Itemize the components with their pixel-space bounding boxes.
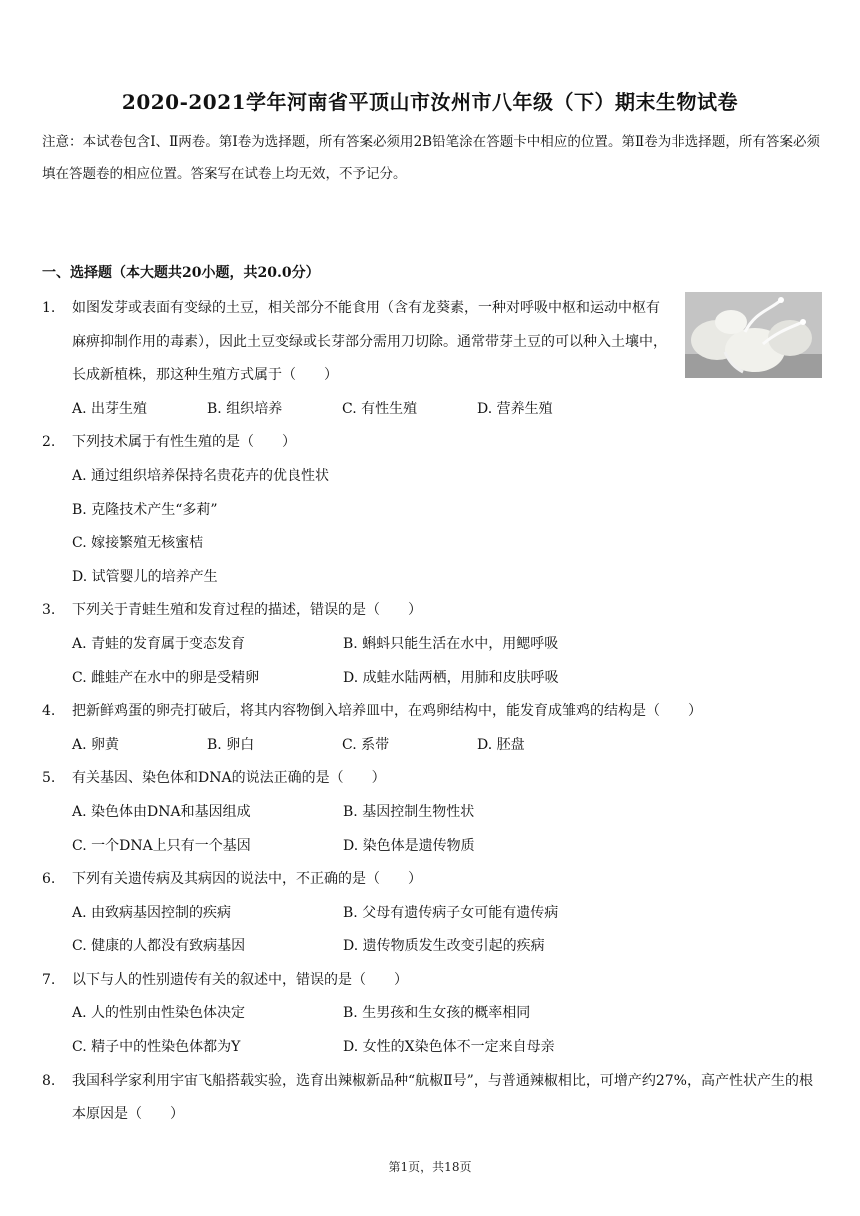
question-number: 5. bbox=[42, 770, 56, 787]
option-a: A. 出芽生殖 bbox=[72, 400, 148, 417]
option-d: D. 营养生殖 bbox=[477, 400, 553, 417]
question-stem: 我国科学家利用宇宙飞船搭载实验，选育出辣椒新品种“航椒Ⅱ号”，与普通辣椒相比，可增产约27%，高产性状产生的根本原因是（ ） bbox=[72, 1072, 813, 1123]
question-number: 1. bbox=[42, 300, 56, 316]
option-b: B. 克隆技术产生“多莉” bbox=[72, 501, 218, 518]
question-stem: 以下与人的性别遗传有关的叙述中，错误的是（ ） bbox=[72, 971, 408, 988]
question-number: 7. bbox=[42, 971, 56, 988]
question-1 bbox=[42, 292, 822, 426]
section-heading: 一、选择题（本大题共20小题，共20.0分） bbox=[42, 265, 320, 281]
option-d: D. 成蛙水陆两栖，用肺和皮肤呼吸 bbox=[343, 669, 559, 686]
option-a: A. 染色体由DNA和基因组成 bbox=[72, 803, 251, 820]
option-c: C. 有性生殖 bbox=[342, 400, 418, 417]
question-number: 8. bbox=[42, 1072, 56, 1089]
option-b: B. 基因控制生物性状 bbox=[343, 803, 475, 820]
option-b: B. 生男孩和生女孩的概率相同 bbox=[343, 1005, 531, 1022]
option-a: A. 卵黄 bbox=[72, 736, 120, 753]
question-stem: 下列有关遗传病及其病因的说法中，不正确的是（ ） bbox=[72, 871, 422, 888]
question-stem: 下列技术属于有性生殖的是（ ） bbox=[72, 434, 296, 451]
question-stem: 如图发芽或表面有变绿的土豆，相关部分不能食用（含有龙葵素，一种对呼吸中枢和运动中枢有麻痹抑制作用的毒素），因此土豆变绿或长芽部分需用刀切除。通常带芽土豆的可以种入土壤中，长成新植株，那这种生殖方式属于（ ） bbox=[72, 300, 667, 384]
option-c: C. 雌蛙产在水中的卵是受精卵 bbox=[72, 669, 260, 686]
question-number: 2. bbox=[42, 434, 56, 451]
exam-notice: 注意：本试卷包含Ⅰ、Ⅱ两卷。第Ⅰ卷为选择题，所有答案必须用2B铅笔涂在答题卡中相应的位置。第Ⅱ卷为非选择题，所有答案必须填在答题卷的相应位置。答案写在试卷上均无效，不予记分。 bbox=[42, 134, 820, 182]
question-2 bbox=[42, 426, 822, 594]
question-5 bbox=[42, 762, 822, 863]
option-c: C. 嫁接繁殖无核蜜桔 bbox=[72, 535, 204, 552]
question-4 bbox=[42, 695, 822, 762]
question-number: 3. bbox=[42, 602, 56, 619]
page-footer: 第1页，共18页 bbox=[388, 1160, 472, 1174]
question-8 bbox=[42, 1065, 822, 1132]
question-stem: 把新鲜鸡蛋的卵壳打破后，将其内容物倒入培养皿中，在鸡卵结构中，能发育成雏鸡的结构是（ ） bbox=[72, 703, 702, 720]
option-a: A. 人的性别由性染色体决定 bbox=[72, 1005, 246, 1022]
option-a: A. 青蛙的发育属于变态发育 bbox=[72, 635, 246, 652]
question-stem: 下列关于青蛙生殖和发育过程的描述，错误的是（ ） bbox=[72, 602, 422, 619]
option-c: C. 健康的人都没有致病基因 bbox=[72, 938, 246, 955]
option-b: B. 蝌蚪只能生活在水中，用鳃呼吸 bbox=[343, 635, 559, 652]
option-d: D. 染色体是遗传物质 bbox=[343, 837, 475, 854]
page-title: 2020-2021学年河南省平顶山市汝州市八年级（下）期末生物试卷 bbox=[121, 90, 739, 114]
question-stem: 有关基因、染色体和DNA的说法正确的是（ ） bbox=[72, 770, 386, 787]
option-d: D. 遗传物质发生改变引起的疾病 bbox=[343, 938, 545, 955]
question-6 bbox=[42, 863, 822, 964]
sprouting-potato-image bbox=[685, 292, 822, 378]
question-7 bbox=[42, 964, 822, 1065]
question-number: 6. bbox=[42, 871, 56, 888]
question-3 bbox=[42, 594, 822, 695]
option-c: C. 系带 bbox=[342, 736, 390, 753]
option-c: C. 一个DNA上只有一个基因 bbox=[72, 837, 251, 854]
option-a: A. 通过组织培养保持名贵花卉的优良性状 bbox=[72, 467, 330, 484]
option-d: D. 胚盘 bbox=[477, 736, 525, 753]
question-number: 4. bbox=[42, 703, 56, 720]
option-b: B. 卵白 bbox=[207, 736, 255, 753]
option-d: D. 女性的X染色体不一定来自母亲 bbox=[343, 1039, 555, 1056]
option-b: B. 父母有遗传病子女可能有遗传病 bbox=[343, 904, 559, 921]
option-c: C. 精子中的性染色体都为Y bbox=[72, 1039, 241, 1056]
option-b: B. 组织培养 bbox=[207, 400, 283, 417]
question-list bbox=[42, 292, 822, 1132]
option-a: A. 由致病基因控制的疾病 bbox=[72, 904, 232, 921]
option-d: D. 试管婴儿的培养产生 bbox=[72, 568, 218, 585]
